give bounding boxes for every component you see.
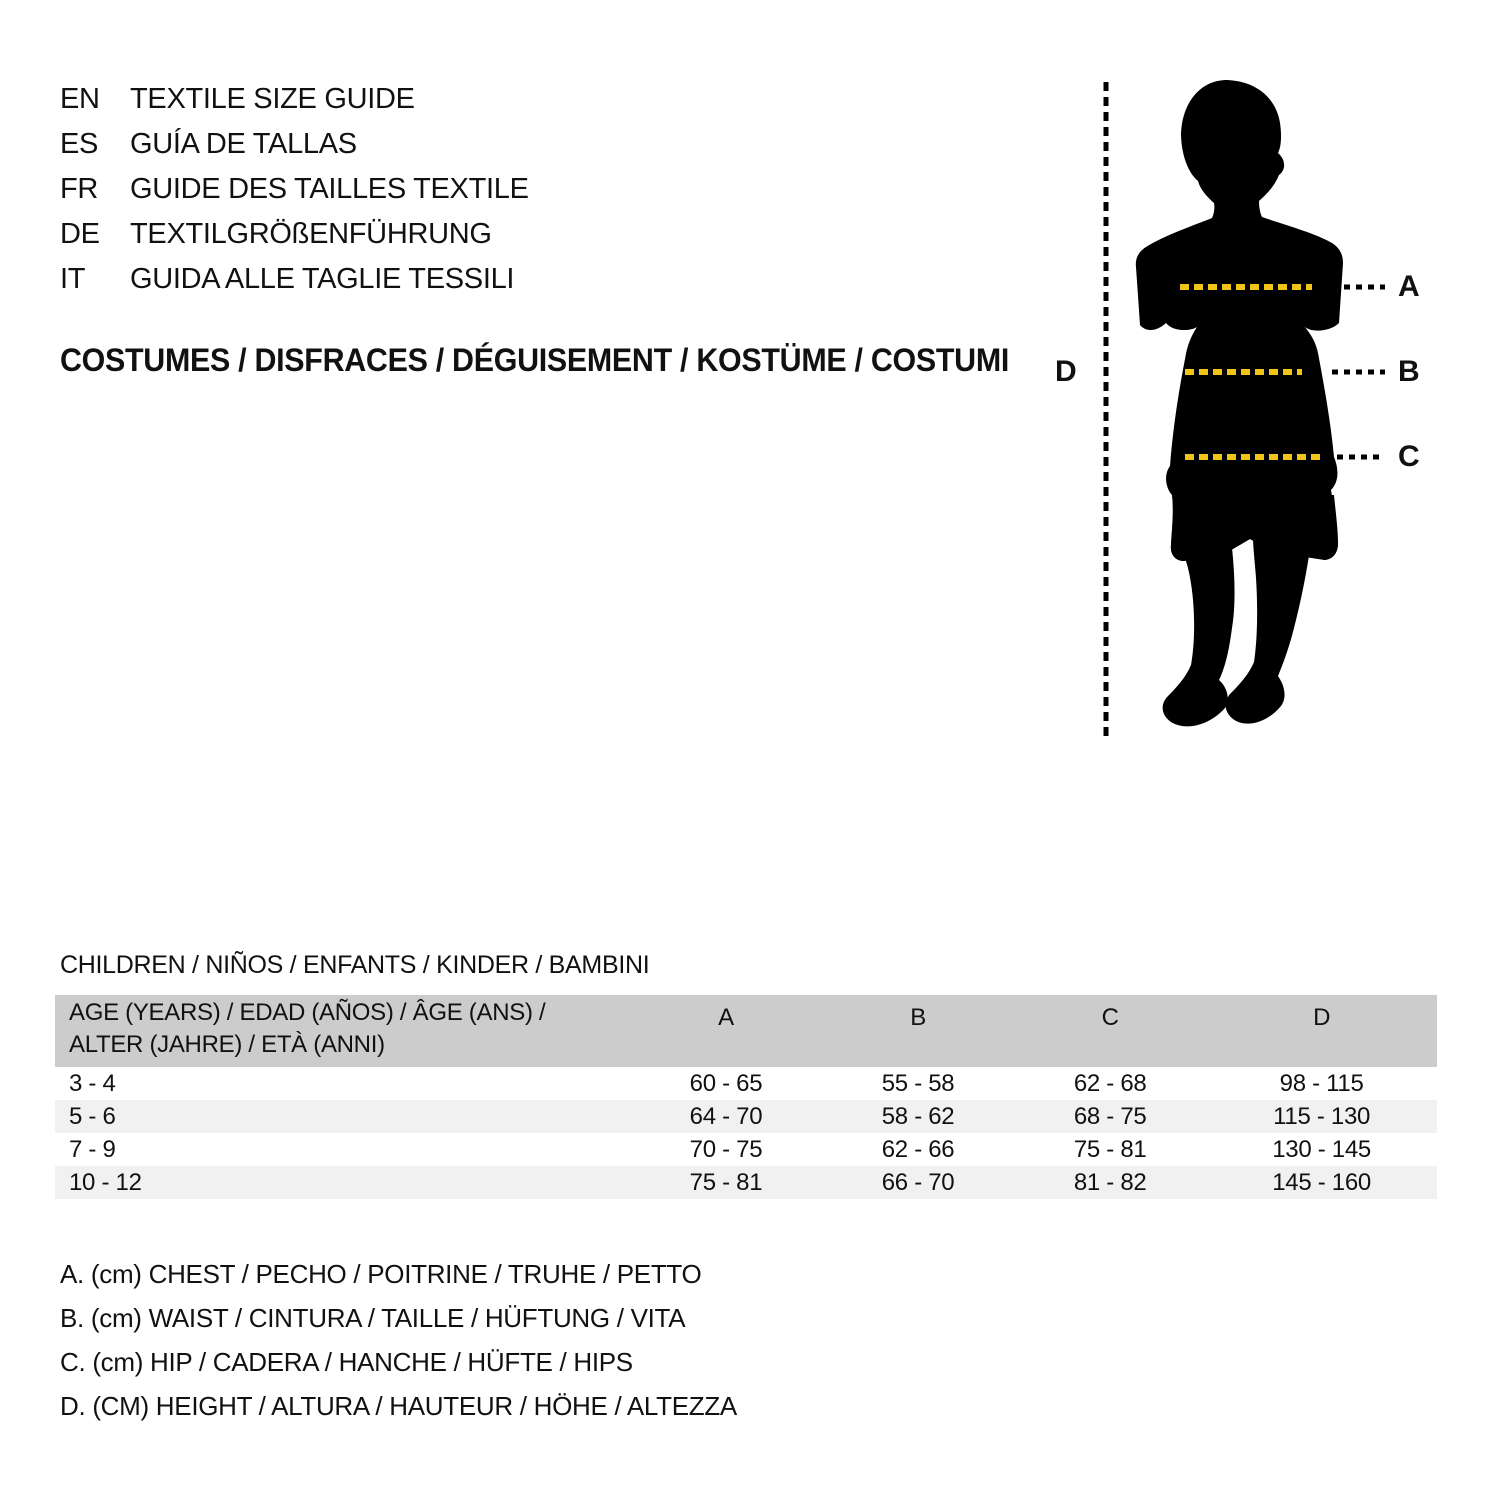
language-title: GUÍA DE TALLAS (130, 128, 357, 160)
measurement-figure (1060, 75, 1470, 750)
language-row-es (60, 122, 529, 167)
measurement-legend (60, 1252, 737, 1428)
column-header-d: D (1206, 995, 1437, 1067)
waist-cell: 55 - 58 (881, 1069, 955, 1097)
waist-cell: 58 - 62 (881, 1102, 955, 1130)
age-cell: 3 - 4 (69, 1069, 116, 1097)
child-right-leg (1226, 538, 1311, 724)
legend-chest: A. (cm) CHEST / PECHO / POITRINE / TRUHE / PETTO (60, 1258, 702, 1289)
legend-waist: B. (cm) WAIST / CINTURA / TAILLE / HÜFTUNG / VITA (60, 1302, 686, 1333)
language-code: DE (60, 218, 100, 250)
age-cell: 5 - 6 (69, 1102, 116, 1130)
measure-label-height: D (1055, 355, 1077, 388)
measure-label-waist: B (1398, 355, 1420, 388)
waist-cell: 66 - 70 (881, 1168, 955, 1196)
children-size-table (55, 995, 1437, 1199)
language-list (60, 77, 529, 302)
language-code: EN (60, 83, 100, 115)
age-header-line1: AGE (YEARS) / EDAD (AÑOS) / ÂGE (ANS) / (69, 999, 546, 1026)
language-row-it (60, 257, 529, 302)
table-row (55, 1166, 1437, 1199)
measure-label-hip: C (1398, 440, 1420, 473)
age-header-line2: ALTER (JAHRE) / ETÀ (ANNI) (69, 1031, 385, 1058)
age-column-header (55, 995, 630, 1067)
column-header-c: C (1014, 995, 1206, 1067)
language-title: GUIDA ALLE TAGLIE TESSILI (130, 263, 515, 295)
language-title: TEXTILGRÖßENFÜHRUNG (130, 218, 492, 250)
chest-cell: 70 - 75 (689, 1135, 763, 1163)
child-silhouette-graphic (1060, 75, 1470, 750)
child-silhouette-body (1136, 80, 1343, 561)
legend-height: D. (CM) HEIGHT / ALTURA / HAUTEUR / HÖHE / ALTEZZA (60, 1390, 737, 1421)
language-code: ES (60, 128, 99, 160)
age-cell: 7 - 9 (69, 1135, 116, 1163)
hip-cell: 81 - 82 (1073, 1168, 1147, 1196)
section-heading-children: CHILDREN / NIÑOS / ENFANTS / KINDER / BAMBINI (60, 951, 650, 979)
legend-hip: C. (cm) HIP / CADERA / HANCHE / HÜFTE / HIPS (60, 1346, 633, 1377)
language-row-en (60, 77, 529, 122)
table-row (55, 1100, 1437, 1133)
chest-cell: 64 - 70 (689, 1102, 763, 1130)
chest-cell: 60 - 65 (689, 1069, 763, 1097)
table-row (55, 1067, 1437, 1100)
waist-cell: 62 - 66 (881, 1135, 955, 1163)
table-row (55, 1133, 1437, 1166)
language-code: IT (60, 263, 86, 295)
height-cell: 115 - 130 (1273, 1102, 1371, 1130)
height-cell: 98 - 115 (1279, 1069, 1364, 1097)
column-header-a: A (630, 995, 822, 1067)
hip-cell: 75 - 81 (1073, 1135, 1147, 1163)
category-headline: COSTUMES / DISFRACES / DÉGUISEMENT / KOSTÜME / COSTUMI (60, 342, 1010, 378)
language-row-fr (60, 167, 529, 212)
column-header-b: B (822, 995, 1014, 1067)
hip-cell: 62 - 68 (1073, 1069, 1147, 1097)
child-left-leg (1163, 539, 1235, 726)
language-title: GUIDE DES TAILLES TEXTILE (130, 173, 529, 205)
table-header-row (55, 995, 1437, 1067)
age-cell: 10 - 12 (69, 1168, 142, 1196)
language-row-de (60, 212, 529, 257)
height-cell: 145 - 160 (1272, 1168, 1371, 1196)
measure-label-chest: A (1398, 270, 1420, 303)
chest-cell: 75 - 81 (689, 1168, 763, 1196)
height-cell: 130 - 145 (1272, 1135, 1371, 1163)
language-code: FR (60, 173, 99, 205)
hip-cell: 68 - 75 (1073, 1102, 1147, 1130)
language-title: TEXTILE SIZE GUIDE (130, 83, 415, 115)
